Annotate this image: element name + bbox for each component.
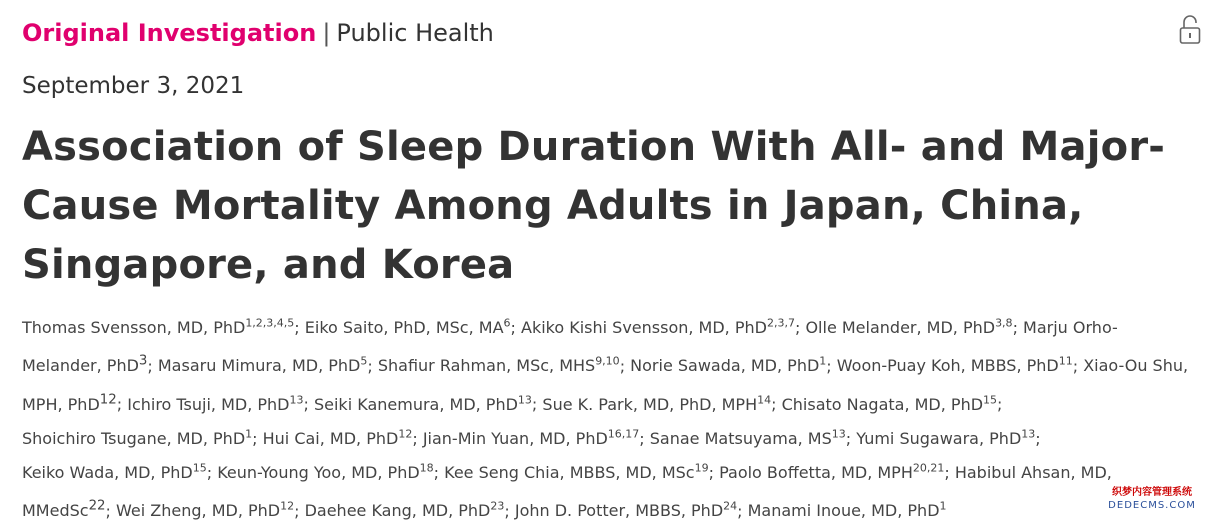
site-watermark (1100, 486, 1204, 516)
topic-link[interactable]: Public Health (336, 19, 494, 47)
author-entry[interactable] (314, 395, 532, 414)
author-affiliation: 23 (490, 499, 505, 513)
unlocked-padlock-icon[interactable] (1178, 14, 1202, 46)
author-list: Thomas Svensson, MD, PhD$^{1,2,3,4,5}$; Eiko Saito, PhD, MSc, $MA^6$; Akiko Kishi Svensson, MD, PhD$^{2,3,7}$; Olle Melander, MD, PhD$^{3,8}$; Marju Orho-Melander, PhD$^3$; Masaru Mimura, MD, PhD$^5$; Shafiur Rahman, MSc, MHS$^{9,10}$; Norie Sawada, MD, PhD$^1$; Woon-Puay Koh, MBBS, PhD$^{11}$; Xiao-Ou Shu, MPH, PhD$^{12}$; Ichiro Tsuji, MD, PhD$^{13}$; Seiki Kanemura, MD, PhD$^{13}$; Sue K. Park, MD, PhD, MPH$^{14}$; Chisato Nagata, MD, PhD$^{15}$; Shoichiro Tsugane, MD, PhD$^1$; Hui Cai, MD, PhD$^{12}$; Jian-Min Yuan, MD, PhD$^{16,17}$; Sanae Matsuyama, MS$^{13}$; Yumi Sugawara, PhD$^{13}$; Keiko Wada, MD, PhD$^{15}$; Keun-Young Yoo, MD, PhD$^{18}$; Kee Seng Chia, MBBS, MD, MSc$^{19}$; Paolo Boffetta, MD, MPH$^{20,21}$; Habibul Ahsan, MD, MMedSc$^{22}$; Wei Zheng, MD, PhD$^{12}$; Daehee Kang, MD, PhD$^{23}$; John D. Potter, MBBS, PhD$^{24}$; Manami Inoue, MD, PhD$^1$ (22, 316, 1189, 520)
author-affiliation: 18 (419, 461, 434, 475)
author-affiliation: 3 (138, 354, 148, 369)
author-name: Marju Orho-Melander, PhD (22, 318, 1118, 376)
author-name: Shafiur Rahman, MSc, MHS (377, 356, 596, 376)
author-name: Yumi Sugawara, PhD (856, 428, 1022, 448)
author-affiliation: 12 (280, 499, 295, 513)
author-affiliation: 1 (245, 427, 253, 441)
author-entry[interactable] (444, 463, 708, 482)
author-name: John D. Potter, MBBS, PhD (514, 500, 724, 520)
author-affiliation: 13 (831, 427, 846, 441)
author-entry[interactable] (22, 429, 252, 448)
author-name: Kee Seng Chia, MBBS, MD, MSc (444, 462, 695, 482)
author-entry[interactable] (305, 501, 505, 520)
author-entry[interactable] (22, 318, 294, 337)
author-affiliation: 1 (939, 499, 947, 513)
author-name: Woon-Puay Koh, MBBS, PhD (836, 356, 1059, 376)
author-affiliation: 1 (819, 355, 827, 368)
author-name: Thomas Svensson, MD, PhD (22, 318, 246, 337)
author-entry[interactable] (217, 463, 433, 482)
author-entry[interactable] (263, 429, 413, 448)
author-affiliation: 15 (192, 461, 207, 475)
author-affiliation: 12 (99, 392, 117, 408)
author-affiliation: 14 (757, 393, 772, 407)
author-entry[interactable] (22, 463, 207, 482)
author-name: Akiko Kishi Svensson, MD, PhD (521, 318, 767, 337)
author-name: Jian-Min Yuan, MD, PhD (422, 428, 608, 448)
author-name: Shoichiro Tsugane, MD, PhD (22, 428, 246, 448)
author-affiliation: 6 (503, 316, 511, 330)
author-name: Keun-Young Yoo, MD, PhD (217, 462, 420, 482)
author-entry[interactable] (305, 318, 511, 337)
author-affiliation: 22 (88, 498, 106, 514)
author-affiliation: 15 (983, 393, 998, 407)
author-affiliation: 24 (723, 499, 738, 513)
author-name: Keiko Wada, MD, PhD (22, 462, 193, 482)
author-name: Sue K. Park, MD, PhD, MPH (542, 394, 758, 414)
author-affiliation: 13 (289, 393, 304, 407)
watermark-line-2: DEDECMS.COM (1108, 500, 1196, 511)
author-entry[interactable] (856, 429, 1035, 448)
author-name: Paolo Boffetta, MD, MPH (719, 462, 913, 482)
article-type-link[interactable]: Original Investigation (22, 19, 317, 47)
watermark-line-1: 织梦内容管理系统 (1112, 487, 1192, 498)
author-entry[interactable] (158, 356, 368, 375)
author-affiliation: 2,3,7 (766, 316, 795, 330)
author-affiliation: 13 (517, 393, 532, 407)
author-affiliation: 16,17 (607, 427, 640, 441)
author-name: Olle Melander, MD, PhD (805, 318, 996, 337)
publication-date: September 3, 2021 (22, 73, 245, 99)
author-entry[interactable] (837, 356, 1073, 375)
author-name: Wei Zheng, MD, PhD (116, 500, 281, 520)
author-affiliation: 11 (1058, 355, 1073, 368)
author-name: Hui Cai, MD, PhD (262, 428, 399, 448)
section-separator: | (322, 19, 331, 47)
author-name: Chisato Nagata, MD, PhD (781, 394, 984, 414)
author-name: Manami Inoue, MD, PhD (747, 500, 940, 520)
author-name: Sanae Matsuyama, MS (649, 428, 832, 448)
author-name: Seiki Kanemura, MD, PhD (313, 394, 518, 414)
author-entry[interactable] (748, 501, 947, 520)
author-name: Norie Sawada, MD, PhD (630, 356, 820, 376)
author-entry[interactable] (521, 318, 795, 337)
author-entry[interactable] (630, 356, 826, 375)
author-name: Ichiro Tsuji, MD, PhD (127, 394, 290, 414)
author-affiliation: 13 (1021, 427, 1036, 441)
article-title: Association of Sleep Duration With All- and Major-Cause Mortality Among Adults in Japan, China, Singapore, and Korea (22, 124, 1166, 288)
author-entry[interactable] (423, 429, 639, 448)
author-affiliation: 12 (398, 427, 413, 441)
author-entry[interactable] (542, 395, 771, 414)
unlocked-padlock-icon-graphic (1178, 14, 1202, 46)
author-entry[interactable] (116, 501, 294, 520)
author-entry[interactable] (127, 395, 303, 414)
author-entry[interactable] (650, 429, 846, 448)
author-name: Daehee Kang, MD, PhD (304, 500, 491, 520)
author-entry[interactable] (719, 463, 944, 482)
author-affiliation: 1,2,3,4,5 (245, 316, 295, 330)
article-section-line (22, 16, 494, 50)
author-name: Eiko Saito, PhD, MSc, MA (304, 318, 504, 337)
author-affiliation: 19 (694, 461, 709, 475)
author-affiliation: 5 (360, 355, 368, 368)
author-name: Xiao-Ou Shu, MPH, PhD (22, 356, 1189, 414)
author-entry[interactable] (378, 356, 620, 375)
author-entry[interactable] (515, 501, 737, 520)
author-entry[interactable] (805, 318, 1012, 337)
author-affiliation: 20,21 (912, 461, 945, 475)
author-name: Habibul Ahsan, MD, MMedSc (22, 462, 1112, 520)
author-entry[interactable] (782, 395, 997, 414)
author-affiliation: 3,8 (995, 316, 1013, 330)
author-affiliation: 9,10 (595, 355, 620, 368)
author-name: Masaru Mimura, MD, PhD (157, 356, 361, 376)
